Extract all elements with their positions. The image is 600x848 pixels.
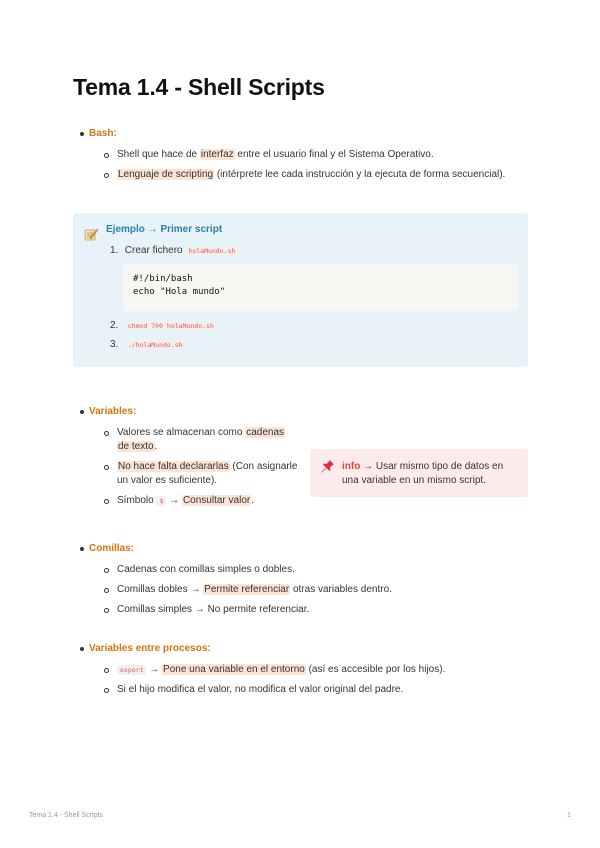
- section-heading: Variables:: [89, 406, 137, 417]
- list-item: [80, 642, 445, 697]
- text: .: [154, 441, 158, 452]
- highlight: No hace falta declararlas: [118, 461, 229, 472]
- list-item: [89, 460, 300, 488]
- section-variables: [80, 405, 300, 508]
- text: .: [251, 495, 254, 506]
- text: Crear fichero: [124, 245, 183, 256]
- page-number: 1: [567, 812, 571, 819]
- ordered-item-2: [110, 319, 217, 333]
- page-title: Tema 1.4 - Shell Scripts: [73, 74, 325, 100]
- code-line: #!/bin/bash: [133, 274, 193, 284]
- highlight: Consultar valor: [182, 495, 251, 506]
- code-block: [123, 264, 518, 311]
- item-number: 1.: [110, 245, 119, 256]
- inline-code: chmod 700 holaMundo.sh: [125, 321, 217, 331]
- highlight: de texto: [118, 441, 154, 452]
- section-comillas: [80, 542, 392, 617]
- text: Shell que hace de: [117, 149, 200, 160]
- text: Valores se almacenan como: [117, 427, 246, 438]
- text: →: [166, 495, 182, 506]
- inline-code: $: [156, 496, 166, 506]
- code-line: echo "Hola mundo": [133, 287, 226, 297]
- highlight: Lenguaje de scripting: [118, 169, 214, 180]
- highlight: cadenas: [246, 427, 285, 438]
- pushpin-icon: [321, 459, 335, 473]
- inline-code: holaMundo.sh: [185, 246, 238, 256]
- item-number: 2.: [110, 320, 119, 331]
- ordered-item-1: [110, 244, 238, 258]
- memo-pencil-icon: [84, 227, 98, 241]
- list-item: Cadenas con comillas simples o dobles.: [89, 563, 392, 577]
- example-title: Ejemplo → Primer script: [106, 224, 223, 235]
- text: entre el usuario final y el Sistema Operativo.: [234, 149, 434, 160]
- item-number: 3.: [110, 339, 119, 350]
- info-text: [342, 460, 522, 488]
- list-item: [80, 542, 392, 617]
- text: (intérprete lee cada instrucción y la ejecuta de forma secuencial).: [214, 169, 506, 180]
- list-item: [89, 663, 445, 677]
- list-item: [89, 494, 300, 508]
- inline-code: export: [117, 665, 146, 675]
- section-heading: Variables entre procesos:: [89, 643, 211, 654]
- text: Símbolo: [117, 495, 157, 506]
- list-item: [89, 426, 300, 454]
- text: (así es accesible por los hijos).: [305, 664, 446, 675]
- text: Comillas dobles →: [117, 584, 204, 595]
- ordered-item-3: [110, 338, 186, 352]
- list-item: Si el hijo modifica el valor, no modifica el valor original del padre.: [89, 683, 445, 697]
- text: un valor es suficiente).: [117, 475, 218, 486]
- list-item: [80, 405, 300, 508]
- highlight: Pone una variable en el entorno: [163, 664, 305, 675]
- list-item: [89, 148, 505, 162]
- highlight: Permite referenciar: [204, 584, 290, 595]
- section-heading: Bash:: [89, 128, 117, 139]
- text: →: [146, 664, 163, 675]
- list-item: [89, 168, 505, 182]
- inline-code: ./holaMundo.sh: [125, 340, 186, 350]
- section-heading: Comillas:: [89, 543, 135, 554]
- list-item: [89, 583, 392, 597]
- highlight: interfaz: [200, 149, 234, 160]
- footer-title: Tema 1.4 - Shell Scripts: [29, 812, 103, 819]
- text: otras variables dentro.: [290, 584, 392, 595]
- text: (Con asignarle: [229, 461, 298, 472]
- example-callout: [73, 213, 528, 367]
- info-label: info: [342, 461, 361, 472]
- list-item: [80, 127, 505, 182]
- list-item: Comillas simples → No permite referenciar.: [89, 603, 392, 617]
- section-procesos: [80, 642, 445, 697]
- section-bash: [80, 127, 505, 182]
- info-callout: [310, 449, 528, 497]
- text: → Usar mismo tipo de datos en una variable en un mismo script.: [342, 461, 504, 486]
